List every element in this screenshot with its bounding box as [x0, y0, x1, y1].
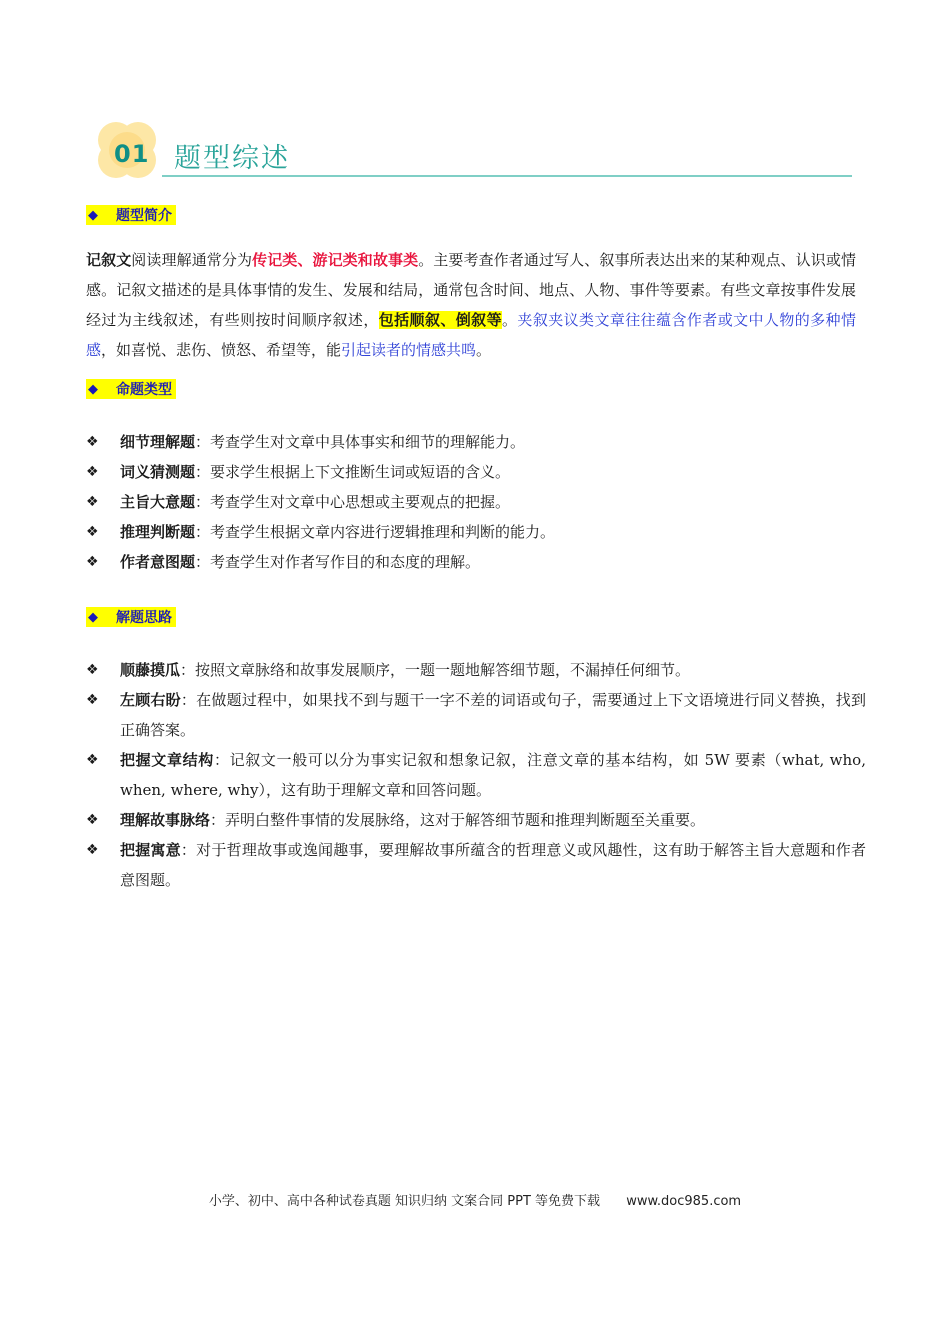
intro-term: 记叙文	[86, 251, 132, 269]
bullet-icon: ❖	[86, 494, 99, 510]
list-item	[86, 517, 866, 547]
list-item	[86, 685, 866, 745]
bullet-icon: ❖	[86, 434, 99, 450]
header-divider	[162, 175, 852, 177]
diamond-icon: ◆	[88, 207, 98, 223]
section-heading-method	[86, 607, 176, 627]
section-heading-label: 命题类型	[116, 382, 172, 398]
item-desc: ：考查学生对文章中具体事实和细节的理解能力。	[195, 433, 526, 451]
intro-categories: 传记类、游记类和故事类	[252, 251, 419, 269]
section-heading-types	[86, 379, 176, 399]
page-footer	[0, 1190, 950, 1209]
list-item	[86, 427, 866, 457]
section-heading-label: 题型简介	[116, 208, 172, 224]
footer-link[interactable]: www.doc985.com	[626, 1194, 742, 1209]
diamond-icon: ◆	[88, 381, 98, 397]
list-item	[86, 835, 866, 895]
section-header	[92, 118, 854, 182]
item-desc: ：按照文章脉络和故事发展顺序，一题一题地解答细节题，不漏掉任何细节。	[180, 661, 691, 679]
item-term: 左顾右盼	[120, 691, 181, 709]
bullet-icon: ❖	[86, 554, 99, 570]
bullet-icon: ❖	[86, 752, 99, 768]
item-desc: ：对于哲理故事或逸闻趣事，要理解故事所蕴含的哲理意义或风趣性，这有助于解答主旨大意题和作者意图题。	[120, 841, 866, 889]
intro-paragraph	[86, 245, 856, 365]
intro-blue-text: 引起读者的情感共鸣	[341, 341, 477, 359]
section-heading-intro	[86, 205, 176, 225]
item-desc: ：在做题过程中，如果找不到与题干一字不差的词语或句子，需要通过上下文语境进行同义替换，找到正确答案。	[120, 691, 866, 739]
bullet-icon: ❖	[86, 692, 99, 708]
item-term: 顺藤摸瓜	[120, 661, 181, 679]
solution-methods-list	[86, 655, 866, 895]
footer-text: 小学、初中、高中各种试卷真题 知识归纳 文案合同 PPT 等免费下载	[208, 1194, 601, 1209]
intro-text: ，如喜悦、悲伤、愤怒、希望等，能	[101, 341, 342, 359]
list-item	[86, 805, 866, 835]
bullet-icon: ❖	[86, 524, 99, 540]
intro-text: 。	[476, 341, 492, 359]
list-item	[86, 457, 866, 487]
item-desc: ：要求学生根据上下文推断生词或短语的含义。	[195, 463, 511, 481]
intro-text: 。	[502, 311, 518, 329]
list-item	[86, 655, 866, 685]
item-desc: ：弄明白整件事情的发展脉络，这对于解答细节题和推理判断题至关重要。	[210, 811, 706, 829]
question-types-list	[86, 427, 866, 577]
item-term: 细节理解题	[120, 433, 196, 451]
bullet-icon: ❖	[86, 662, 99, 678]
section-number: 01	[114, 140, 150, 168]
item-desc: ：考查学生对文章中心思想或主要观点的把握。	[195, 493, 511, 511]
item-desc: ：考查学生根据文章内容进行逻辑推理和判断的能力。	[195, 523, 556, 541]
intro-text: 。主要考查作者通过写人、叙事所表达出来的某种观点、认识或情感。记叙文描述的是具体事情的发生、发展和结局，通常包含时间、地点、人物、事件等要素。有些文章按事件发展经过为主线叙述，有些则按时间顺序叙述，	[86, 251, 856, 329]
intro-text: 阅读理解通常分为	[131, 251, 253, 269]
bullet-icon: ❖	[86, 812, 99, 828]
section-heading-label: 解题思路	[116, 610, 172, 626]
item-desc: ：记叙文一般可以分为事实记叙和想象记叙，注意文章的基本结构，如 5W 要素（what, who, when, where, why），这有助于理解文章和回答问题。	[120, 751, 866, 799]
item-term: 把握文章结构	[120, 751, 214, 769]
diamond-icon: ◆	[88, 609, 98, 625]
list-item	[86, 487, 866, 517]
bullet-icon: ❖	[86, 464, 99, 480]
bullet-icon: ❖	[86, 842, 99, 858]
list-item	[86, 745, 866, 805]
item-term: 主旨大意题	[120, 493, 196, 511]
item-term: 词义猜测题	[120, 463, 196, 481]
item-term: 把握寓意	[120, 841, 181, 859]
item-term: 作者意图题	[120, 553, 196, 571]
item-desc: ：考查学生对作者写作目的和态度的理解。	[195, 553, 481, 571]
intro-highlight: 包括顺叙、倒叙等	[378, 311, 502, 329]
intro-blue-text: 夹叙夹议类文章往往蕴含作者或文中人物的多种情感	[86, 311, 856, 359]
item-term: 理解故事脉络	[120, 811, 211, 829]
item-term: 推理判断题	[120, 523, 196, 541]
section-title: 题型综述	[174, 143, 290, 174]
list-item	[86, 547, 866, 577]
